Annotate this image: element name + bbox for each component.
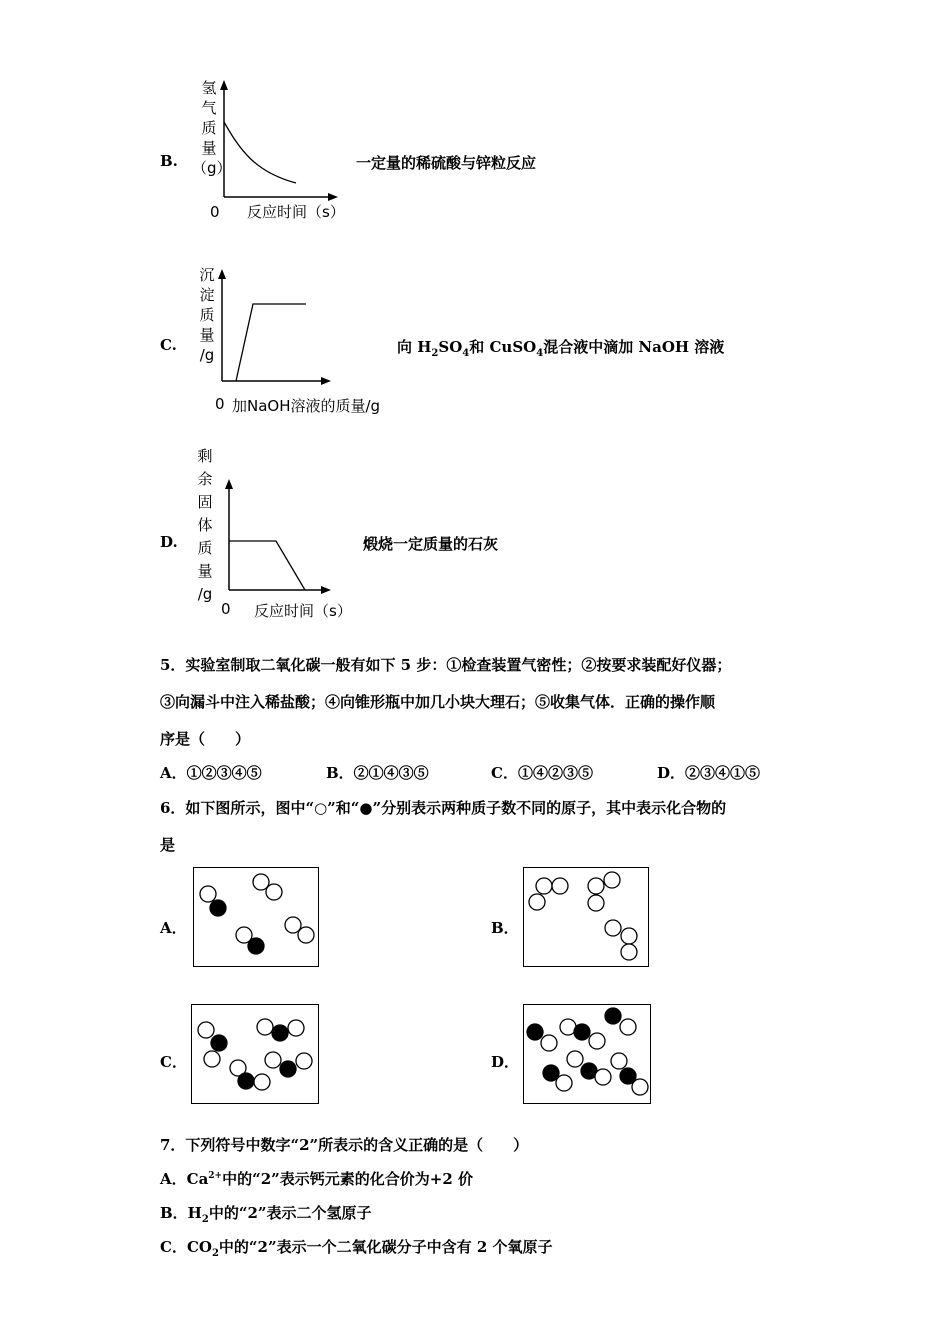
graph-d-description: 煅烧一定质量的石灰 — [363, 535, 499, 553]
white-atom — [632, 1079, 648, 1095]
text: C．CO — [160, 1238, 212, 1256]
y-char: 质 — [201, 119, 217, 137]
white-atom — [589, 1033, 605, 1049]
y-char: 固 — [197, 493, 213, 511]
y-char: 质 — [199, 306, 215, 324]
black-atom — [574, 1024, 590, 1040]
text: B．H — [160, 1204, 202, 1222]
y-char: 气 — [201, 99, 217, 117]
white-atom — [595, 1069, 611, 1085]
q7-option-a[interactable] — [160, 1168, 473, 1189]
graph-b-x-axis-label: 反应时间（s） — [247, 203, 345, 221]
y-char: （g） — [192, 159, 232, 177]
white-atom — [611, 1053, 627, 1069]
subscript: 2 — [431, 348, 439, 359]
y-char: 量 — [201, 139, 217, 157]
y-char: 余 — [197, 470, 213, 488]
option-b-label: B. — [160, 152, 178, 170]
subscript: 2 — [201, 1214, 209, 1225]
white-atom — [541, 1035, 557, 1051]
y-char: /g — [197, 585, 213, 603]
q7-option-b[interactable] — [160, 1202, 372, 1225]
q6-line-1: 6．如下图所示，图中“○”和“●”分别表示两种质子数不同的原子，其中表示化合物的 — [160, 799, 727, 817]
text: 中的“2”表示二个氢原子 — [208, 1204, 372, 1222]
q5-option-d[interactable]: D．②③④①⑤ — [657, 764, 761, 782]
black-atom — [527, 1024, 543, 1040]
white-atom — [620, 1019, 636, 1035]
y-char: 量 — [197, 562, 213, 580]
y-char: 质 — [197, 539, 213, 557]
text: 和 CuSO — [469, 338, 537, 356]
text: 向 H — [397, 338, 432, 356]
option-c-label: C. — [160, 336, 177, 354]
black-atom — [605, 1008, 621, 1024]
q6-label-c[interactable]: C． — [160, 1053, 187, 1071]
q7-option-c[interactable] — [160, 1236, 553, 1259]
y-char: 氢 — [201, 79, 217, 97]
graph-b-description: 一定量的稀硫酸与锌粒反应 — [356, 154, 537, 172]
y-char: 剩 — [197, 447, 213, 465]
q6-label-d[interactable]: D． — [491, 1053, 520, 1071]
q7-stem: 7．下列符号中数字“2”所表示的含义正确的是（ ） — [160, 1136, 529, 1154]
text: 混合液中滴加 NaOH 溶液 — [543, 338, 725, 356]
q5-option-b[interactable]: B．②①④③⑤ — [326, 764, 429, 782]
subscript: 4 — [536, 348, 544, 359]
white-atom — [556, 1075, 572, 1091]
graph-d-origin: 0 — [221, 600, 231, 618]
graph-c-origin: 0 — [215, 395, 225, 413]
y-char: 量 — [199, 326, 215, 344]
text: SO — [438, 338, 463, 356]
q5-option-a[interactable]: A．①②③④⑤ — [160, 764, 262, 782]
graph-d-x-axis-label: 反应时间（s） — [254, 602, 352, 620]
q5-line-1: 5．实验室制取二氧化碳一般有如下 5 步：①检查装置气密性；②按要求装配好仪器； — [160, 656, 732, 674]
graph-c-x-axis-label: 加NaOH溶液的质量/g — [232, 397, 381, 415]
q6-label-a[interactable]: A． — [160, 919, 187, 937]
graph-b-origin: 0 — [210, 203, 220, 221]
text: 中的“2”表示一个二氧化碳分子中含有 2 个氧原子 — [218, 1238, 553, 1256]
y-char: 体 — [197, 516, 213, 534]
y-char: /g — [199, 346, 215, 364]
text: A．Ca — [160, 1170, 209, 1188]
q6-line-2: 是 — [160, 836, 176, 854]
subscript: 2 — [211, 1248, 219, 1259]
q5-line-2: ③向漏斗中注入稀盐酸；④向锥形瓶中加几小块大理石；⑤收集气体．正确的操作顺 — [160, 693, 716, 711]
text: 中的“2”表示钙元素的化合价为+2 价 — [222, 1170, 474, 1188]
white-atom — [567, 1051, 583, 1067]
subscript: 4 — [462, 348, 470, 359]
superscript: 2+ — [208, 1171, 223, 1181]
y-char: 沉 — [199, 266, 215, 284]
q6-label-b[interactable]: B． — [491, 919, 519, 937]
y-char: 淀 — [199, 286, 215, 304]
option-d-label: D. — [160, 533, 178, 551]
q5-line-3: 序是（ ） — [160, 730, 251, 748]
q5-option-c[interactable]: C．①④②③⑤ — [491, 764, 593, 782]
